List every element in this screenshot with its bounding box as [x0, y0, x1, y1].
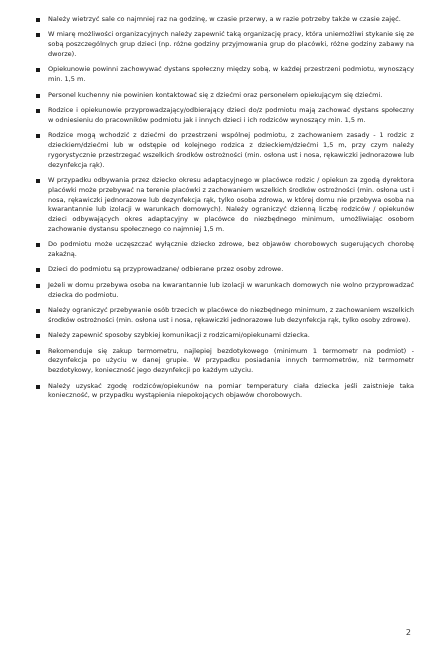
- bullet-icon: [36, 243, 40, 247]
- list-item-text: W miarę możliwości organizacyjnych należy zapewnić taką organizację pracy, która uniemożliwi stykanie się ze sobą poszczególnych grup dzieci (np. różne godziny przyjmowania grup do placówki, różne godziny zabawy na dworze).: [48, 30, 414, 58]
- list-item: [36, 30, 414, 59]
- bullet-icon: [36, 309, 40, 313]
- list-item: [36, 131, 414, 170]
- list-item: [36, 281, 414, 301]
- bullet-icon: [36, 68, 40, 72]
- list-item-text: Należy wietrzyć sale co najmniej raz na godzinę, w czasie przerwy, a w razie potrzeby także w czasie zajęć.: [48, 15, 401, 23]
- list-item: [36, 15, 414, 25]
- list-item-text: Rekomenduje się zakup termometru, najlepiej bezdotykowego (minimum 1 termometr na podmiot) - dezynfekcja po użyciu w danej grupie. W przypadku posiadania innych termometrów, niż termometr bezdotykowy, konieczność jego dezynfekcji po każdym użyciu.: [48, 346, 414, 375]
- list-item-text: Opiekunowie powinni zachowywać dystans społeczny między sobą, w każdej przestrzeni podmiotu, wynoszący min. 1,5 m.: [48, 65, 414, 84]
- bullet-icon: [36, 94, 40, 98]
- list-item: [36, 306, 414, 326]
- list-item: [36, 176, 414, 235]
- list-item-text: Należy uzyskać zgodę rodziców/opiekunów na pomiar temperatury ciała dziecka jeśli zaistnieje taka konieczność, w przypadku wystąpienia niepokojących objawów chorobowych.: [48, 381, 414, 400]
- bullet-icon: [36, 350, 40, 354]
- list-item: [36, 65, 414, 85]
- bullet-list: [36, 15, 414, 407]
- list-item: [36, 91, 414, 101]
- bullet-icon: [36, 179, 40, 183]
- list-item-text: Rodzice i opiekunowie przyprowadzający/odbierający dzieci do/z podmiotu mają zachować dystans społeczny w odniesieniu do pracowników podmiotu jak i innych dzieci i ich rodziców wynoszący min. 1,5 m.: [48, 105, 414, 124]
- bullet-icon: [36, 109, 40, 113]
- bullet-icon: [36, 33, 40, 37]
- list-item-text: Jeżeli w domu przebywa osoba na kwarantannie lub izolacji w warunkach domowych nie wolno przyprowadzać dziecka do podmiotu.: [48, 280, 414, 299]
- list-item: [36, 331, 414, 341]
- list-item-text: Należy ograniczyć przebywanie osób trzecich w placówce do niezbędnego minimum, z zachowaniem wszelkich środków ostrożności (min. osłona ust i nosa, rękawiczki jednorazowe lub dezynfekcja rąk, tylko osoby zdrowe).: [48, 306, 414, 324]
- list-item: [36, 240, 414, 260]
- bullet-icon: [36, 334, 40, 338]
- list-item-text: Należy zapewnić sposoby szybkiej komunikacji z rodzicami/opiekunami dziecka.: [48, 331, 310, 340]
- list-item-text: Rodzice mogą wchodzić z dziećmi do przestrzeni wspólnej podmiotu, z zachowaniem zasady - 1 rodzic z dzieckiem/dziećmi lub w odstępie od kolejnego rodzica z dzieckiem/dziećmi 1,5 m, przy czym należy rygorystycznie przestrzegać wszelkich środków ostrożności (min. osłona ust i nosa, rękawiczki jednorazowe lub dezynfekcja rąk).: [48, 131, 414, 169]
- list-item-text: Personel kuchenny nie powinien kontaktować się z dziećmi oraz personelem opiekującym się dziećmi.: [48, 90, 383, 99]
- list-item: [36, 347, 414, 376]
- list-item: [36, 106, 414, 126]
- bullet-icon: [36, 385, 40, 389]
- list-item: [36, 382, 414, 402]
- list-item: [36, 265, 414, 275]
- page-number: 2: [405, 628, 411, 637]
- bullet-icon: [36, 268, 40, 272]
- list-item-text: W przypadku odbywania przez dziecko okresu adaptacyjnego w placówce rodzic / opiekun za zgodą dyrektora placówki może przebywać na terenie placówki z zachowaniem wszelkich środków ostrożności (min. osłona ust i nosa, rękawiczki jednorazowe lub dezynfekcja rąk, tylko osoba zdrowa, w której domu nie przebywa osoba na kwarantannie lub izolacji w warunkach domowych). Należy ograniczyć dzienną liczbę rodziców / opiekunów dzieci odbywających okres adaptacyjny w placówce do niezbędnego minimum, umożliwiając osobom zachowanie dystansu społecznego co najmniej 1,5 m.: [48, 175, 414, 233]
- bullet-icon: [36, 134, 40, 138]
- bullet-icon: [36, 284, 40, 288]
- list-item-text: Dzieci do podmiotu są przyprowadzane/ odbierane przez osoby zdrowe.: [48, 265, 284, 274]
- bullet-icon: [36, 18, 40, 22]
- list-item-text: Do podmiotu może uczęszczać wyłącznie dziecko zdrowe, bez objawów chorobowych sugerujących chorobę zakaźną.: [48, 240, 414, 259]
